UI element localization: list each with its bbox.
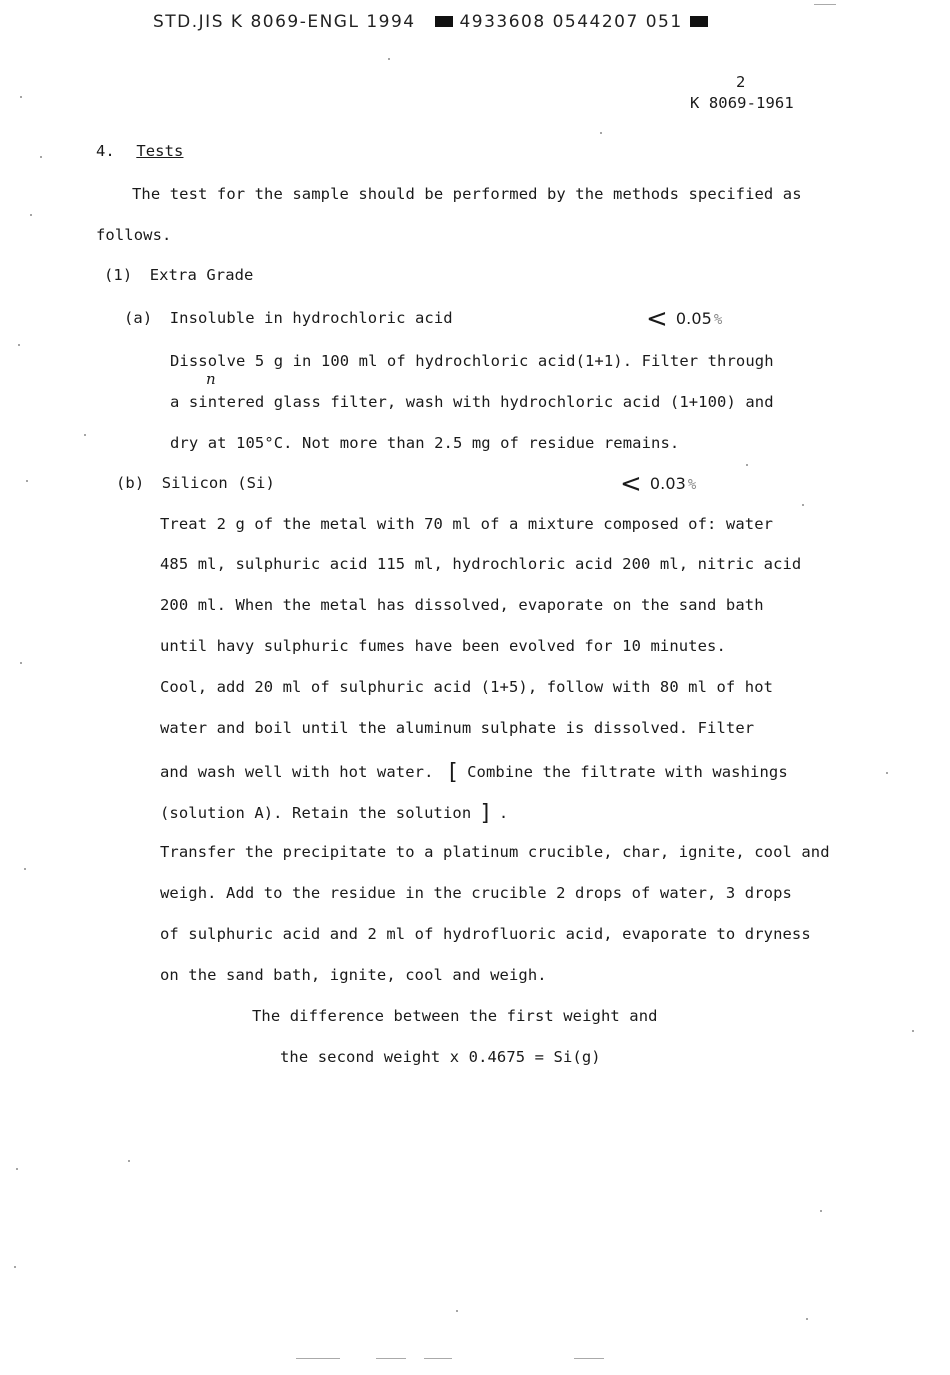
header-stamp: [153, 12, 708, 32]
intro-line-2: follows.: [96, 226, 172, 244]
scan-speck: [456, 1310, 458, 1312]
item-b-spec-value: 0.03: [649, 474, 686, 493]
scan-speck: [802, 504, 804, 506]
item-a-line-1: Dissolve 5 g in 100 ml of hydrochloric acid(1+1). Filter through: [170, 352, 774, 370]
item-b-line-5: Cool, add 20 ml of sulphuric acid (1+5), follow with 80 ml of hot: [160, 678, 774, 696]
scan-speck: [30, 214, 32, 216]
scan-speck: [600, 132, 602, 134]
item-b-line-6: water and boil until the aluminum sulphate is dissolved. Filter: [160, 719, 755, 737]
item-b-line-2: 485 ml, sulphuric acid 115 ml, hydrochloric acid 200 ml, nitric acid: [160, 555, 802, 573]
scan-speck: [40, 156, 42, 158]
item-b-line-8: [160, 801, 508, 826]
scan-speck: [20, 96, 22, 98]
open-bracket: [: [448, 760, 458, 785]
scan-dash: [376, 1358, 406, 1359]
scan-dash: [296, 1358, 340, 1359]
scan-dash: [574, 1358, 604, 1359]
scan-speck: [16, 1168, 18, 1170]
scan-speck: [820, 1210, 822, 1212]
item-b-line-9: Transfer the precipitate to a platinum crucible, char, ignite, cool and: [160, 843, 830, 861]
item-b-bracketed-text-1: Combine the filtrate with washings: [467, 763, 788, 781]
scan-dash: [814, 4, 836, 5]
item-b-title: Silicon (Si): [161, 474, 275, 492]
handwritten-annotation: n: [206, 370, 216, 388]
item-a-spec-unit: %: [713, 312, 723, 328]
item-b-heading: [116, 474, 275, 492]
item-a-title: Insoluble in hydrochloric acid: [169, 309, 453, 327]
item-b-line-8-tail: .: [498, 804, 509, 822]
item-b-line-10: weigh. Add to the residue in the crucible 2 drops of water, 3 drops: [160, 884, 792, 902]
item-b-line-7-text: and wash well with hot water.: [160, 763, 434, 781]
scan-speck: [806, 1318, 808, 1320]
item-a-label: (a): [124, 309, 153, 327]
scan-speck: [24, 868, 26, 870]
formula-line-1: The difference between the first weight and: [252, 1007, 658, 1025]
scan-speck: [388, 58, 390, 60]
scan-speck: [746, 464, 748, 466]
std-code: STD.JIS K 8069-ENGL 1994: [153, 12, 416, 32]
barcode-number-3: 051: [645, 12, 683, 32]
scan-speck: [886, 772, 888, 774]
barcode-block-icon: [690, 16, 708, 27]
page-number: 2: [736, 73, 746, 91]
scan-speck: [14, 1266, 16, 1268]
scan-speck: [20, 662, 22, 664]
section-heading: [96, 142, 183, 160]
item-a-line-2: a sintered glass filter, wash with hydrochloric acid (1+100) and: [170, 393, 774, 411]
item-b-line-1: Treat 2 g of the metal with 70 ml of a mixture composed of: water: [160, 515, 774, 533]
barcode-number-2: 0544207: [552, 12, 639, 32]
item-b-line-4: until havy sulphuric fumes have been evolved for 10 minutes.: [160, 637, 726, 655]
grade-heading: [104, 266, 253, 284]
less-than-symbol: <: [646, 304, 668, 334]
item-a-heading: [124, 309, 453, 327]
item-a-line-3: dry at 105°C. Not more than 2.5 mg of residue remains.: [170, 434, 680, 452]
scan-speck: [26, 480, 28, 482]
scan-speck: [84, 434, 86, 436]
formula-line-2: the second weight x 0.4675 = Si(g): [280, 1048, 601, 1066]
barcode-block-icon: [435, 16, 453, 27]
item-b-line-7: [160, 760, 788, 785]
item-b-line-12: on the sand bath, ignite, cool and weigh.: [160, 966, 547, 984]
less-than-symbol: <: [620, 469, 642, 499]
section-number: 4.: [96, 142, 115, 160]
scan-speck: [912, 1030, 914, 1032]
barcode-number-1: 4933608: [459, 12, 546, 32]
item-b-spec: [620, 469, 697, 499]
scan-speck: [128, 1160, 130, 1162]
item-b-label: (b): [116, 474, 145, 492]
item-b-bracketed-text-2: (solution A). Retain the solution: [160, 804, 472, 822]
grade-label: (1): [104, 266, 133, 284]
scan-dash: [424, 1358, 452, 1359]
item-a-spec-value: 0.05: [675, 309, 712, 328]
document-id: K 8069-1961: [690, 94, 794, 112]
item-b-line-11: of sulphuric acid and 2 ml of hydrofluoric acid, evaporate to dryness: [160, 925, 811, 943]
section-title: Tests: [136, 142, 184, 160]
grade-title: Extra Grade: [149, 266, 254, 284]
item-b-spec-unit: %: [687, 477, 697, 493]
close-bracket: ]: [480, 801, 490, 826]
intro-line-1: The test for the sample should be performed by the methods specified as: [132, 185, 802, 203]
scan-speck: [18, 344, 20, 346]
item-b-line-3: 200 ml. When the metal has dissolved, evaporate on the sand bath: [160, 596, 764, 614]
item-a-spec: [646, 304, 723, 334]
